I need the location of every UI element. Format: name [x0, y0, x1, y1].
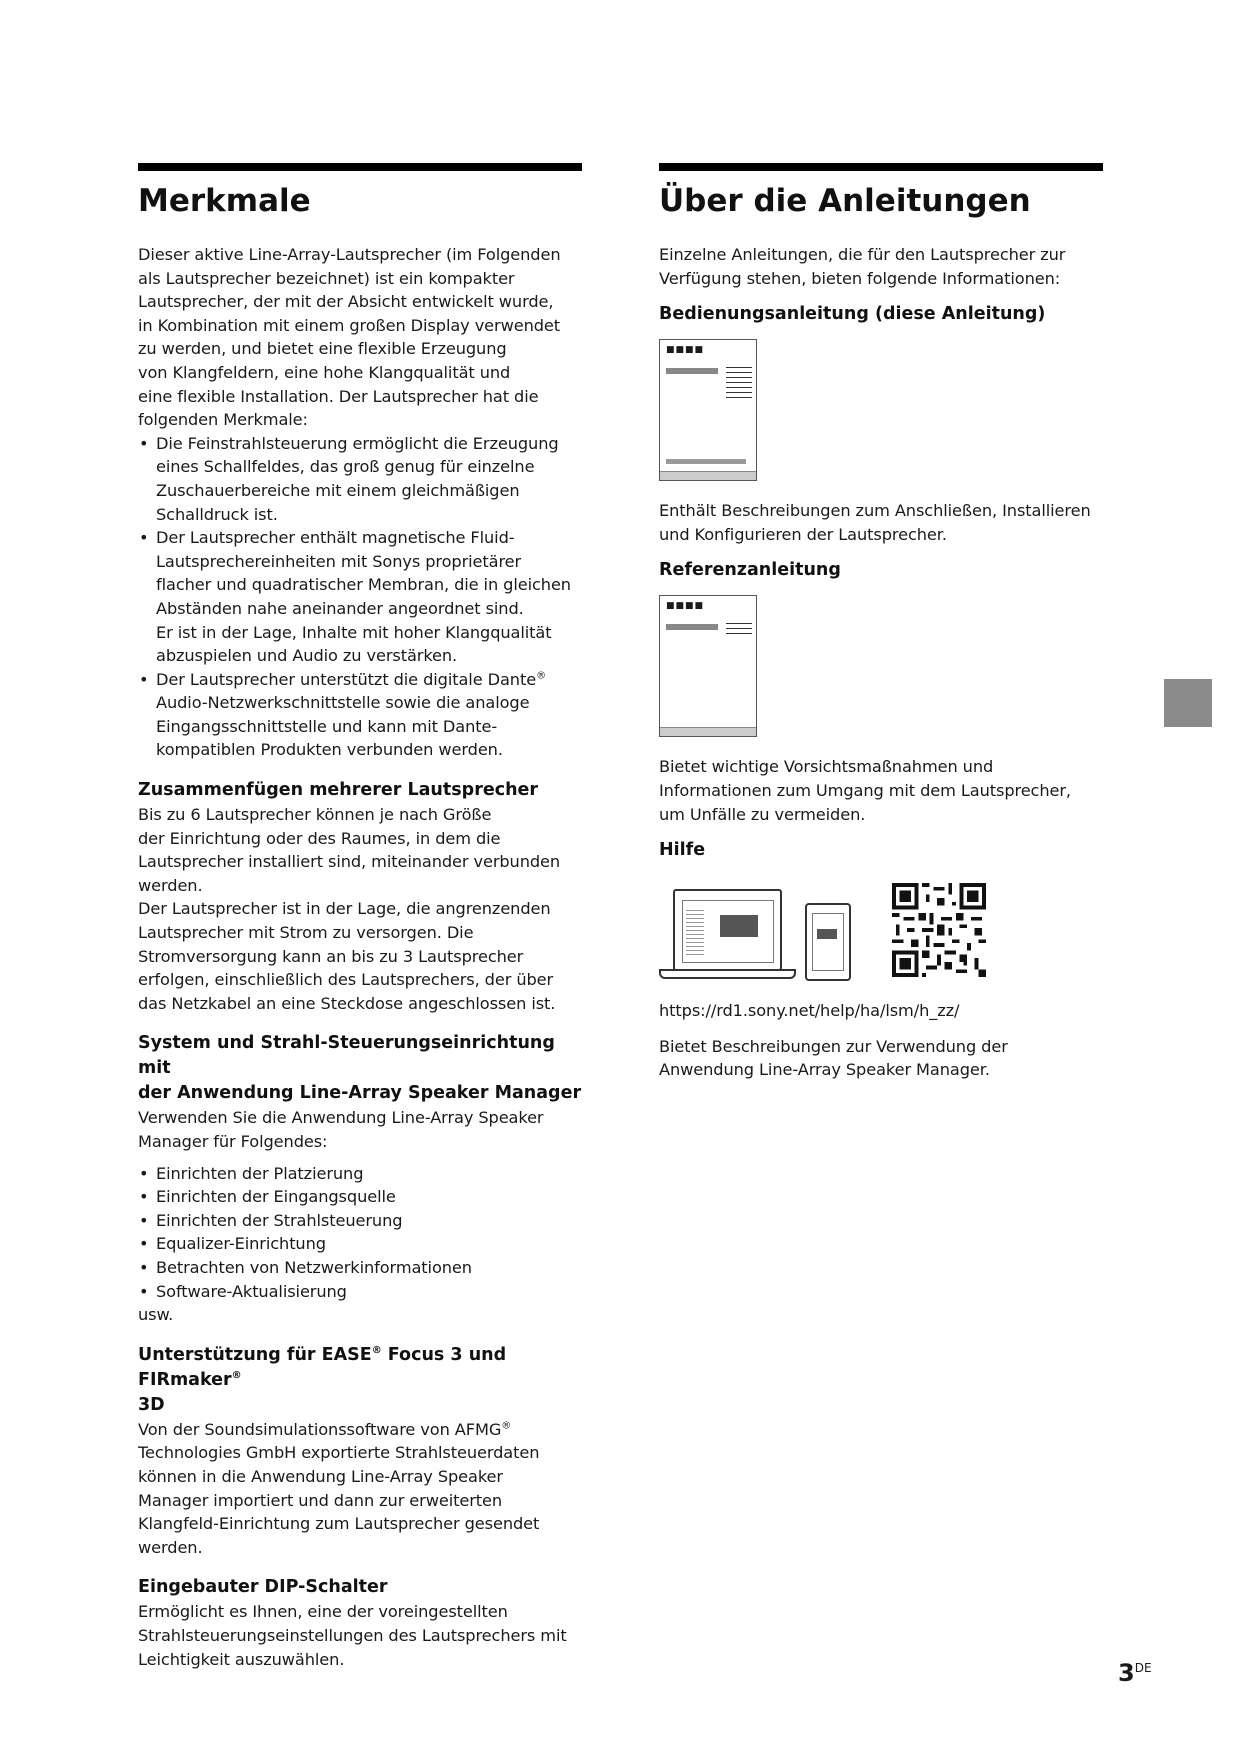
list-item: • Einrichten der Eingangsquelle	[138, 1185, 582, 1209]
paragraph-zusammenfuegen: Bis zu 6 Lautsprecher können je nach Größe der Einrichtung oder des Raumes, in dem die Lautsprecher installiert sind, miteinander verbunden werden. Der Lautsprecher ist in der Lage, die angrenzenden Lautsprecher mit Strom zu versorgen. Die Stromversorgung kann an bis zu 3 Lautsprecher erfolgen, einschließlich des Lautsprechers, der über das Netzkabel an eine Steckdose angeschlossen ist.	[138, 805, 561, 1013]
page-number: 3DE	[1118, 1659, 1152, 1687]
intro-paragraph: Dieser aktive Line-Array-Lautsprecher (im Folgenden als Lautsprecher bezeichnet) ist ein kompakter Lautsprecher, der mit der Absicht entwickelt wurde, in Kombination mit einem großen Display verwendet zu werden, und bietet eine flexible Erzeugung von Klangfeldern, eine hohe Klangqualität und eine flexible Installation. Der Lautsprecher hat die folgenden Merkmale:	[138, 245, 561, 430]
list-item: • Einrichten der Platzierung	[138, 1162, 582, 1186]
right-column	[659, 163, 1103, 1082]
section-rule	[659, 163, 1103, 171]
list-item: • Einrichten der Strahlsteuerung	[138, 1209, 582, 1233]
paragraph-dip: Ermöglicht es Ihnen, eine der voreingestellten Strahlsteuerungseinstellungen des Lautsprechers mit Leichtigkeit auszuwählen.	[138, 1602, 567, 1669]
subheading-dip: Eingebauter DIP-Schalter	[138, 1577, 388, 1598]
operating-manual-icon: ■■■■	[659, 339, 757, 481]
subheading-hilfe: Hilfe	[659, 840, 706, 861]
intro-paragraph: Einzelne Anleitungen, die für den Lautsprecher zur Verfügung stehen, bieten folgende Informationen:	[659, 245, 1066, 288]
subheading-zusammenfuegen: Zusammenfügen mehrerer Lautsprecher	[138, 780, 539, 801]
paragraph-system: Verwenden Sie die Anwendung Line-Array Speaker Manager für Folgendes:	[138, 1108, 544, 1151]
manager-functions-list	[138, 1162, 582, 1304]
list-item: • Die Feinstrahlsteuerung ermöglicht die Erzeugung eines Schallfeldes, das groß genug für einzelne Zuschauerbereiche mit einem gleichmäßigen Schalldruck ist.	[138, 432, 582, 526]
help-url[interactable]: https://rd1.sony.net/help/ha/lsm/h_zz/	[659, 1001, 960, 1021]
list-item: • Der Lautsprecher unterstützt die digitale Dante® Audio-Netzwerkschnittstelle sowie die analoge Eingangsschnittstelle und kann mit Dante- kompatiblen Produkten verbunden werden.	[138, 668, 582, 762]
list-item: • Betrachten von Netzwerkinformationen	[138, 1256, 582, 1280]
left-column	[138, 163, 582, 1671]
reference-guide-icon: ■■■■	[659, 595, 757, 737]
paragraph-referenzanleitung: Bietet wichtige Vorsichtsmaßnahmen und Informationen zum Umgang mit dem Lautsprecher, um Unfälle zu vermeiden.	[659, 757, 1071, 824]
subheading-referenzanleitung: Referenzanleitung	[659, 560, 841, 581]
feature-list	[138, 432, 582, 762]
chapter-tab	[1164, 679, 1212, 727]
list-item: • Equalizer-Einrichtung	[138, 1232, 582, 1256]
section-rule	[138, 163, 582, 171]
list-item: • Software-Aktualisierung	[138, 1280, 582, 1304]
qr-code-icon	[892, 883, 986, 977]
paragraph-hilfe: Bietet Beschreibungen zur Verwendung der Anwendung Line-Array Speaker Manager.	[659, 1036, 1008, 1080]
subheading-system: System und Strahl-Steuerungseinrichtung mit der Anwendung Line-Array Speaker Manager	[138, 1033, 582, 1104]
laptop-icon	[673, 889, 782, 971]
list-item: • Der Lautsprecher enthält magnetische Fluid- Lautsprechereinheiten mit Sonys proprietärer flacher und quadratischer Membran, die in gleichen Abständen nahe aneinander angeordnet sind. Er ist in der Lage, Inhalte mit hoher Klangqualität abzuspielen und Audio zu verstärken.	[138, 526, 582, 668]
subheading-ease: Unterstützung für EASE® Focus 3 und FIRmaker® 3D	[138, 1344, 507, 1415]
subheading-bedienungsanleitung: Bedienungsanleitung (diese Anleitung)	[659, 304, 1046, 325]
help-devices-graphic	[659, 883, 1103, 987]
section-heading-anleitungen: Über die Anleitungen	[659, 183, 1031, 219]
section-heading-merkmale: Merkmale	[138, 183, 311, 219]
smartphone-icon	[805, 903, 851, 981]
list-tail: usw.	[138, 1305, 174, 1325]
paragraph-ease: Von der Soundsimulationssoftware von AFMG® Technologies GmbH exportierte Strahlsteuerdaten können in die Anwendung Line-Array Speaker Manager importiert und dann zur erweiterten Klangfeld-Einrichtung zum Lautsprecher gesendet werden.	[138, 1419, 540, 1557]
paragraph-bedienungsanleitung: Enthält Beschreibungen zum Anschließen, Installieren und Konfigurieren der Lautsprecher.	[659, 501, 1091, 544]
